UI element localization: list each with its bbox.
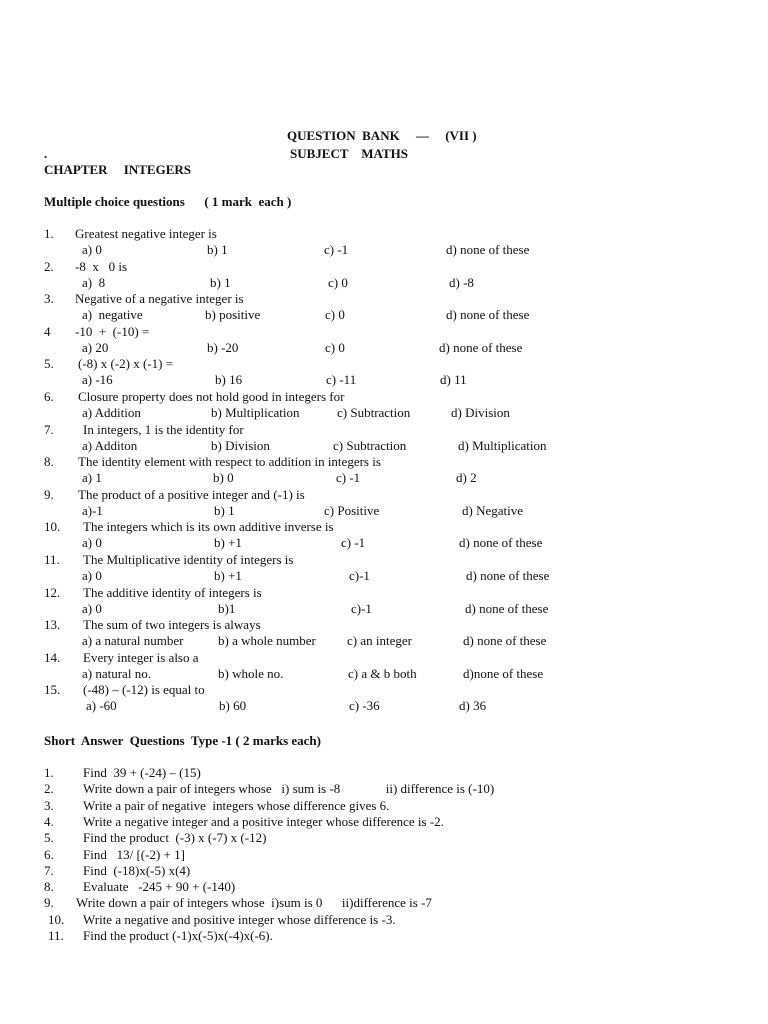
mcq-question-text: In integers, 1 is the identity for: [83, 422, 244, 437]
mcq-number: 7.: [44, 422, 54, 437]
mcq-question-text: Closure property does not hold good in integers for: [78, 389, 345, 404]
mcq-option-a: a) Additon: [82, 438, 138, 453]
short-answer-question-text: Evaluate -245 + 90 + (-140): [83, 879, 236, 894]
short-answer-question-text: Write a negative integer and a positive integer whose difference is -2.: [83, 814, 444, 829]
short-answer-number: 10.: [48, 912, 65, 927]
short-answer-question-text: Write down a pair of integers whose i) sum is -8 ii) difference is (-10): [83, 781, 495, 796]
short-answer-number: 5.: [44, 830, 54, 845]
mcq-option-d: d) 36: [459, 698, 487, 713]
mcq-option-a: a) 0: [82, 601, 102, 616]
mcq-option-b: b) positive: [205, 307, 261, 322]
mcq-option-c: c) -11: [326, 372, 357, 387]
mcq-option-d: d) none of these: [466, 568, 550, 583]
mcq-option-d: d) none of these: [463, 633, 547, 648]
mcq-option-c: c) a & b both: [348, 666, 417, 681]
mcq-question-text: The sum of two integers is always: [83, 617, 261, 632]
mcq-question-text: -8 x 0 is: [75, 259, 127, 274]
mcq-option-c: c) Positive: [324, 503, 380, 518]
mcq-option-b: b) Division: [211, 438, 270, 453]
mcq-option-d: d) none of these: [439, 340, 523, 355]
mcq-question-text: The product of a positive integer and (-1) is: [78, 487, 305, 502]
mcq-number: 1.: [44, 226, 54, 241]
mcq-number: 5.: [44, 356, 54, 371]
subject-heading: SUBJECT MATHS: [290, 146, 408, 161]
mcq-option-c: c) Subtraction: [337, 405, 411, 420]
mcq-number: 3.: [44, 291, 54, 306]
mcq-question-text: -10 + (-10) =: [75, 324, 150, 339]
mcq-number: 10.: [44, 519, 61, 534]
mcq-question-text: The Multiplicative identity of integers is: [83, 552, 294, 567]
mcq-option-c: c) Subtraction: [333, 438, 407, 453]
mcq-option-d: d) Division: [451, 405, 510, 420]
short-answer-question-text: Write a pair of negative integers whose difference gives 6.: [83, 798, 390, 813]
short-answer-number: 1.: [44, 765, 54, 780]
mcq-option-b: b) 1: [207, 242, 228, 257]
mcq-option-d: d) 2: [456, 470, 477, 485]
mcq-option-d: d)none of these: [463, 666, 544, 681]
mcq-option-a: a)-1: [82, 503, 103, 518]
mcq-question-text: The additive identity of integers is: [83, 585, 262, 600]
chapter-heading: CHAPTER INTEGERS: [44, 162, 191, 177]
mcq-number: 8.: [44, 454, 54, 469]
short-answer-number: 6.: [44, 847, 54, 862]
mcq-option-a: a) 0: [82, 535, 102, 550]
short-answer-question-text: Write down a pair of integers whose i)sum is 0 ii)difference is -7: [76, 895, 432, 910]
mcq-option-c: c) 0: [328, 275, 348, 290]
mcq-option-b: b) 1: [210, 275, 231, 290]
mcq-option-d: d) none of these: [446, 307, 530, 322]
short-answer-number: 3.: [44, 798, 54, 813]
mcq-option-a: a) 1: [82, 470, 102, 485]
mcq-question-text: (-8) x (-2) x (-1) =: [78, 356, 174, 371]
mcq-option-a: a) -60: [86, 698, 117, 713]
short-answer-question-text: Find (-18)x(-5) x(4): [83, 863, 191, 878]
mcq-question-text: Every integer is also a: [83, 650, 199, 665]
mcq-number: 12.: [44, 585, 61, 600]
mcq-question-text: The integers which is its own additive inverse is: [83, 519, 334, 534]
mcq-option-b: b) +1: [214, 535, 242, 550]
mcq-option-b: b) +1: [214, 568, 242, 583]
mcq-option-d: d) 11: [440, 372, 467, 387]
mcq-option-a: a) a natural number: [82, 633, 184, 648]
mcq-number: 9.: [44, 487, 54, 502]
mcq-option-c: c)-1: [349, 568, 370, 583]
mcq-number: 2.: [44, 259, 54, 274]
short-answer-number: 2.: [44, 781, 54, 796]
mcq-question-text: (-48) – (-12) is equal to: [83, 682, 205, 697]
mcq-option-c: c) -1: [341, 535, 366, 550]
mcq-option-b: b) Multiplication: [211, 405, 300, 420]
page-title: QUESTION BANK — (VII ): [287, 128, 477, 143]
mcq-option-c: c)-1: [351, 601, 372, 616]
short-answer-question-text: Find the product (-3) x (-7) x (-12): [83, 830, 267, 845]
short-answer-number: 9.: [44, 895, 54, 910]
mcq-option-b: b) whole no.: [218, 666, 284, 681]
short-answer-number: 7.: [44, 863, 54, 878]
mcq-option-b: b) 1: [214, 503, 235, 518]
mcq-option-c: c) 0: [325, 307, 345, 322]
mcq-option-d: d) none of these: [465, 601, 549, 616]
short-answer-number: 4.: [44, 814, 54, 829]
mcq-option-c: c) an integer: [347, 633, 412, 648]
mcq-option-b: b) 0: [213, 470, 234, 485]
short-answer-number: 8.: [44, 879, 54, 894]
mcq-option-c: c) 0: [325, 340, 345, 355]
mcq-option-a: a) 20: [82, 340, 109, 355]
mcq-option-d: d) none of these: [446, 242, 530, 257]
mcq-question-text: The identity element with respect to addition in integers is: [78, 454, 381, 469]
short-answer-question-text: Find the product (-1)x(-5)x(-4)x(-6).: [83, 928, 273, 943]
mcq-number: 13.: [44, 617, 61, 632]
mcq-number: 6.: [44, 389, 54, 404]
mcq-option-d: d) none of these: [459, 535, 543, 550]
mcq-option-a: a) 0: [82, 242, 102, 257]
mcq-option-a: a) Addition: [82, 405, 141, 420]
mcq-heading: Multiple choice questions ( 1 mark each ): [44, 194, 292, 209]
mcq-number: 4: [44, 324, 51, 339]
mcq-option-b: b) -20: [207, 340, 239, 355]
mcq-question-text: Negative of a negative integer is: [75, 291, 244, 306]
mcq-option-c: c) -36: [349, 698, 380, 713]
mcq-number: 11.: [44, 552, 60, 567]
short-answer-heading: Short Answer Questions Type -1 ( 2 marks each): [44, 733, 321, 748]
mcq-option-b: b) 16: [215, 372, 243, 387]
short-answer-question-text: Find 39 + (-24) – (15): [83, 765, 201, 780]
stray-dot: .: [44, 146, 48, 161]
mcq-option-c: c) -1: [336, 470, 361, 485]
mcq-option-d: d) Negative: [462, 503, 524, 518]
mcq-option-a: a) natural no.: [82, 666, 151, 681]
mcq-number: 14.: [44, 650, 61, 665]
mcq-option-b: b)1: [218, 601, 236, 616]
mcq-number: 15.: [44, 682, 61, 697]
short-answer-question-text: Write a negative and positive integer whose difference is -3.: [83, 912, 396, 927]
mcq-option-d: d) -8: [449, 275, 474, 290]
short-answer-number: 11.: [48, 928, 64, 943]
mcq-option-d: d) Multiplication: [458, 438, 547, 453]
mcq-option-a: a) 0: [82, 568, 102, 583]
mcq-option-c: c) -1: [324, 242, 349, 257]
short-answer-question-text: Find 13/ [(-2) + 1]: [83, 847, 185, 862]
mcq-option-a: a) -16: [82, 372, 113, 387]
mcq-option-a: a) 8: [82, 275, 106, 290]
mcq-option-a: a) negative: [82, 307, 143, 322]
mcq-option-b: b) a whole number: [218, 633, 316, 648]
mcq-question-text: Greatest negative integer is: [75, 226, 217, 241]
mcq-option-b: b) 60: [219, 698, 247, 713]
